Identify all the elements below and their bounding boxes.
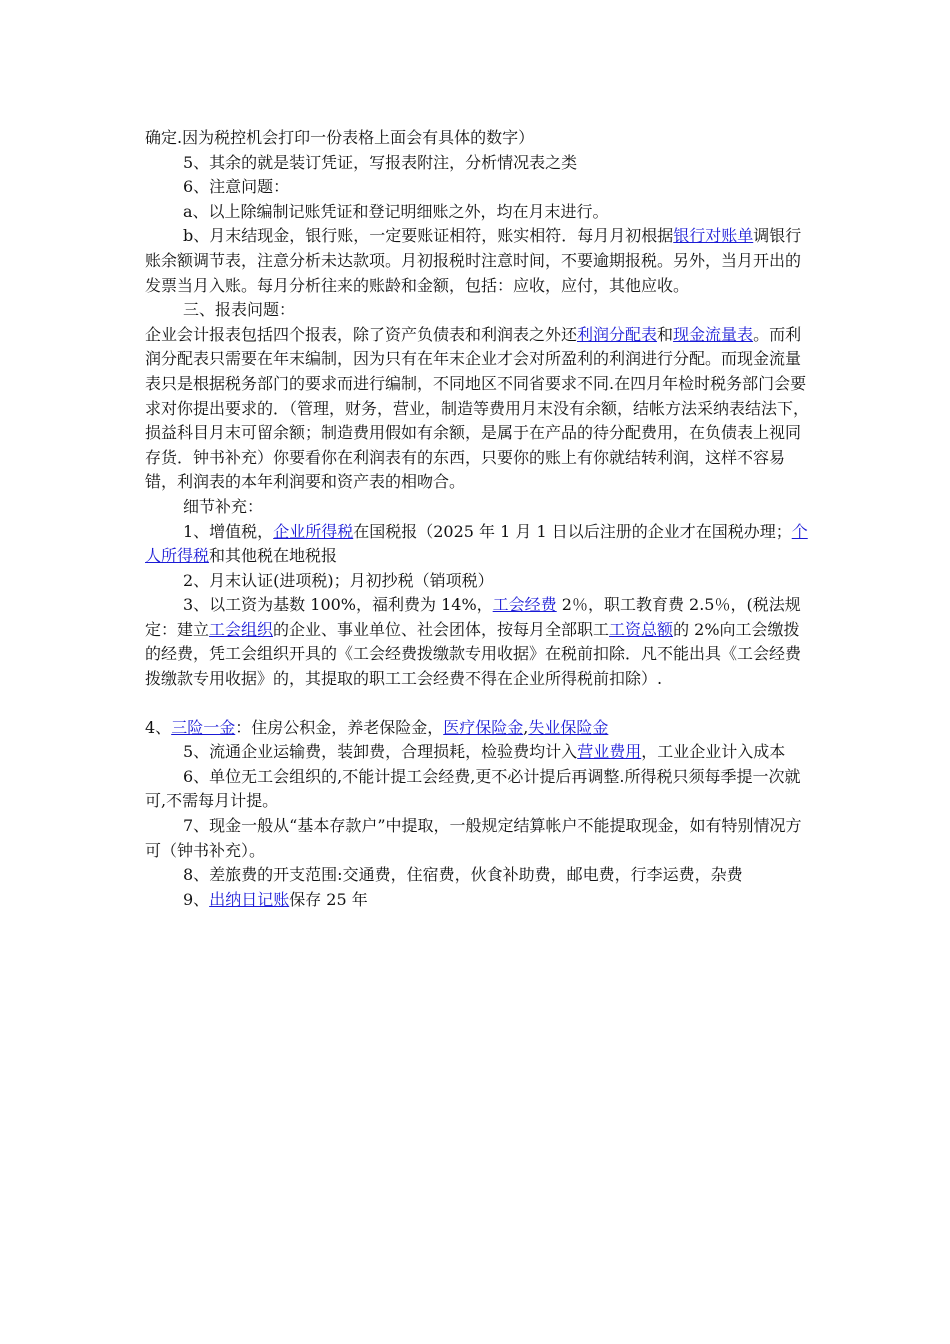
text-run: 2％，职工教育费 2.5％，(税法规定：建立 <box>145 595 801 639</box>
link-profit-distribution[interactable]: 利润分配表 <box>577 324 658 344</box>
paragraph-item-5: 5、其余的就是装订凭证，写报表附注，分析情况表之类 <box>183 152 578 172</box>
text-run: b、月末结现金，银行账，一定要账证相符，账实相符．每月月初根据 <box>183 226 674 246</box>
text-run: 保存 25 年 <box>289 889 368 909</box>
paragraph-detail-1 <box>145 520 810 569</box>
text-run: ：住房公积金，养老保险金， <box>235 717 444 737</box>
paragraph-detail-4 <box>145 716 810 741</box>
paragraph-continuation: 确定.因为税控机会打印一份表格上面会有具体的数字） <box>145 128 535 147</box>
link-union-organization[interactable]: 工会组织 <box>209 619 274 639</box>
link-total-wages[interactable]: 工资总额 <box>609 619 674 639</box>
link-unemployment-insurance[interactable]: 失业保险金 <box>528 717 609 737</box>
text-run: , <box>523 717 529 737</box>
link-medical-insurance[interactable]: 医疗保险金 <box>443 717 524 737</box>
paragraph-detail-3 <box>145 593 810 691</box>
paragraph-detail-9 <box>145 888 810 913</box>
paragraph-detail-5 <box>145 740 810 765</box>
link-operating-expenses[interactable]: 营业费用 <box>577 742 642 762</box>
paragraph-item-6: 6、注意问题： <box>183 177 290 197</box>
paragraph-item-b <box>145 224 810 298</box>
text-run: 调银行账余额调节表，注意分析未达款项。月初报税时注意时间，不要逾期报税。另外，当月开出的发票当月入账。每月分析往来的账龄和金额，包括：应收，应付，其他应收。 <box>145 226 802 295</box>
link-union-fees[interactable]: 工会经费 <box>492 595 557 615</box>
text-run: 5、流通企业运输费，装卸费，合理损耗，检验费均计入 <box>183 742 578 762</box>
document-body <box>145 126 810 912</box>
text-run: 3、以工资为基数 100%，福利费为 14%， <box>183 595 493 615</box>
text-run: 在国税报（2025 年 1 月 1 日以后注册的企业才在国税办理； <box>353 521 792 541</box>
paragraph-detail-2: 2、月末认证(进项税)；月初抄税（销项税） <box>183 570 494 590</box>
text-run: 和 <box>657 324 674 344</box>
text-run: 9、 <box>183 889 210 909</box>
paragraph-detail-8: 8、差旅费的开支范围:交通费，住宿费，伙食补助费，邮电费，行李运费，杂费 <box>183 865 743 885</box>
blank-line <box>145 692 810 716</box>
section-heading-details: 细节补充： <box>183 496 264 516</box>
paragraph-item-a: a、以上除编制记账凭证和登记明细账之外，均在月末进行。 <box>183 201 609 221</box>
paragraph-detail-7: 7、现金一般从“基本存款户”中提取，一般规定结算帐户不能提取现金，如有特别情况方可（钟书补充）。 <box>145 816 802 860</box>
section-heading-reports: 三、报表问题： <box>183 300 296 320</box>
link-three-insurances-one-fund[interactable]: 三险一金 <box>171 717 236 737</box>
text-run: 的 2%向工会缴拨的经费，凭工会组织开具的《工会经费拨缴款专用收据》在税前扣除．凡不能出具《工会经费拨缴款专用收据》的，其提取的职工工会经费不得在企业所得税前扣除）. <box>145 619 802 689</box>
paragraph-detail-6: 6、单位无工会组织的,不能计提工会经费,更不必计提后再调整.所得税只须每季提一次就可,不需每月计提。 <box>145 766 801 811</box>
text-run: 4、 <box>145 717 172 737</box>
link-corporate-income-tax[interactable]: 企业所得税 <box>273 521 354 541</box>
link-cash-flow-statement[interactable]: 现金流量表 <box>673 324 754 344</box>
text-run: ，工业企业计入成本 <box>641 742 786 762</box>
text-run: 的企业、事业单位、社会团体，按每月全部职工 <box>273 619 610 639</box>
text-run: 1、增值税， <box>183 521 274 541</box>
link-personal-income-tax[interactable]: 个人所得税 <box>145 521 808 566</box>
text-run: 。而利润分配表只需要在年末编制，因为只有在年末企业才会对所盈利的利润进行分配。而现金流量表只是根据税务部门的要求而进行编制，不同地区不同省要求不同.在四月年检时税务部门会要求对你提出要求的．（管理，财务，营业，制造等费用月末没有余额，结帐方法采纳表结法下，损益科目月末可留余额；制造费用假如有余额，是属于在产品的待分配费用，在负债表上视同存货．钟书补充）你要看你在利润表有的东西，只要你的账上有你就结转利润，这样不容易错，利润表的本年利润要和资产表的相吻合。 <box>145 324 810 492</box>
text-run: 企业会计报表包括四个报表，除了资产负债表和利润表之外还 <box>145 324 578 344</box>
text-run: 和其他税在地税报 <box>209 546 338 566</box>
paragraph-reports <box>145 323 810 495</box>
link-bank-statement[interactable]: 银行对账单 <box>673 226 754 246</box>
link-cash-journal[interactable]: 出纳日记账 <box>209 889 290 909</box>
